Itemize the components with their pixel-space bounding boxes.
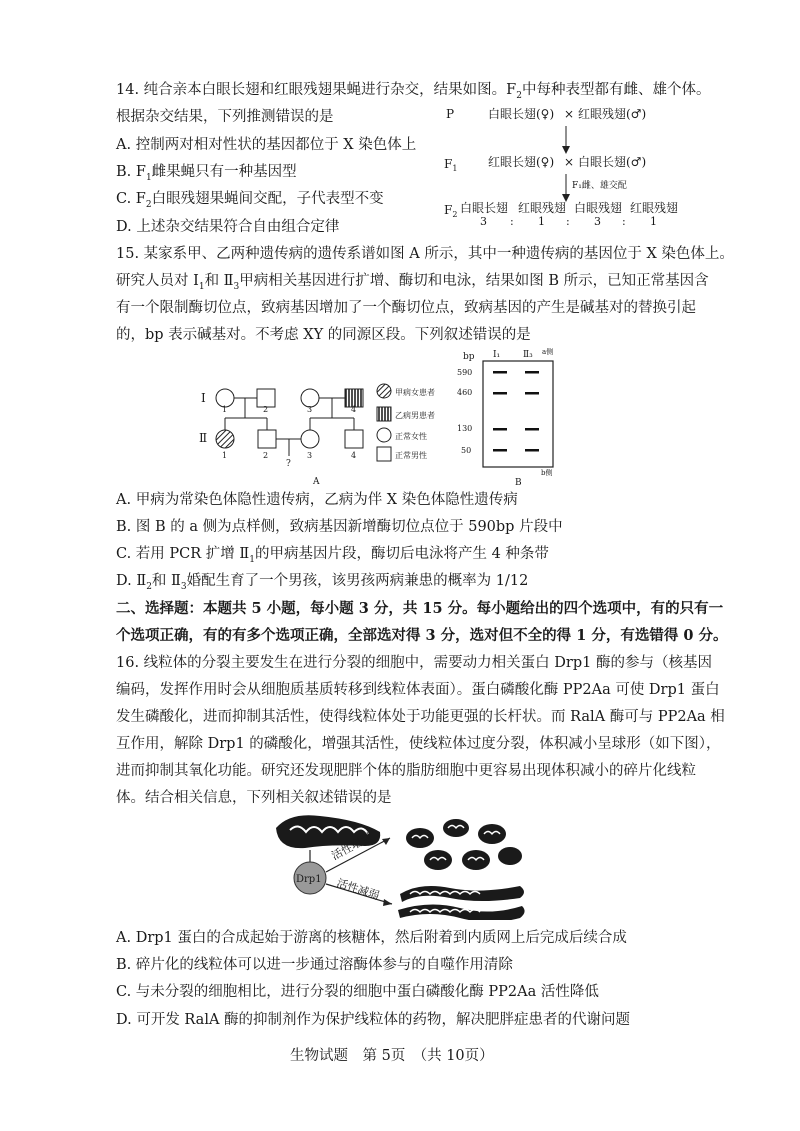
pedigree-I2-num: 2 [263,405,269,414]
section2-header-line2: 个选项正确，有的有多个选项正确，全部选对得 3 分，选对但不全的得 1 分，有选错得 0 分。 [116,627,728,644]
cross-f2-ratio-1: 3 [480,215,487,228]
section2-header-line1: 二、选择题：本题共 5 小题，每小题 3 分，共 15 分。每小题给出的四个选项中，有的只有一 [116,600,724,617]
legend-yi-male: 乙病男患者 [395,411,435,420]
legend-normal-female-symbol [377,428,391,442]
cross-f2-ratio-2: 1 [538,215,545,228]
pedigree-caption: A [313,477,320,487]
q14-stem-line2: 根据杂交结果，下列推测错误的是 [116,109,334,125]
q16-option-c: C. 与未分裂的细胞相比，进行分裂的细胞中蛋白磷酸化酶 PP2Aa 活性降低 [116,984,599,1000]
gel-b-side: b侧 [541,469,553,477]
pedigree-II3-normal-female [301,430,319,448]
gel-a-side: a侧 [542,348,554,356]
pedigree-I3-num: 3 [307,405,313,414]
cross-f2-phenotype-3: 白眼残翅 [574,201,623,215]
pedigree-II4-num: 4 [351,451,357,460]
q14-cross-diagram [440,100,690,228]
gel-marker-590: 590 [457,368,473,377]
elongated-mitochondria [398,886,525,920]
cross-p-female: 白眼长翅(♀) [488,107,555,121]
gel-marker-130: 130 [457,424,473,433]
q15-option-d: D. $Ⅱ_2$和 $Ⅱ_3$婚配生育了一个男孩，该男孩两病兼患的概率为 1/12 [116,573,529,592]
label-activity-down: 活性减弱 [335,876,381,903]
pedigree-II4-normal-male [345,430,363,448]
q14-option-a: A. 控制两对相对性状的基因都位于 X 染色体上 [116,137,417,153]
q14-option-b: B. $F_1$雌果蝇只有一种基因型 [116,164,297,183]
cross-f1-label: $F_1$ [444,157,458,173]
legend-jia-female: 甲病女患者 [395,388,435,397]
q15-option-b: B. 图 B 的 a 侧为点样侧，致病基因新增酶切位点位于 590bp 片段中 [116,519,563,535]
cross-p-label: P [446,107,455,121]
cross-p-male: 红眼残翅(♂) [578,107,647,121]
gel-band-lane2-130 [525,428,539,431]
pedigree-I1-num: 1 [222,405,228,414]
cross-ratio-colon-3: : [622,215,626,228]
cross-f1-female: 红眼长翅(♀) [488,155,555,169]
q14-stem-line1: 14. 纯合亲本白眼长翅和红眼残翅果蝇进行杂交，结果如图。$F_2$中每种表型都有雌、雄个体。 [116,82,711,101]
cross-f2-phenotype-2: 红眼残翅 [518,201,567,215]
q15-stem-line3: 有一个限制酶切位点，致病基因增加了一个酶切位点，致病基因的产生是碱基对的替换引起 [116,300,696,316]
q16-stem-line1: 16. 线粒体的分裂主要发生在进行分裂的细胞中，需要动力相关蛋白 Drp1 酶的参与（核基因 [116,655,712,671]
legend-normal-male-symbol [377,447,391,461]
cross-f1-male: 白眼长翅(♂) [578,155,647,169]
gel-band-lane1-460 [493,392,507,395]
pedigree-II2-normal-male [258,430,276,448]
legend-jia-female-symbol [377,384,391,398]
cross-f2-phenotype-4: 红眼残翅 [630,201,679,215]
gel-bp-label: bp [463,352,475,362]
gel-band-lane1-50 [493,449,507,452]
legend-normal-male: 正常男性 [395,451,427,460]
gel-band-lane2-590 [525,371,539,374]
q16-stem-line6: 体。结合相关信息，下列相关叙述错误的是 [116,790,392,806]
q15-stem-line2: 研究人员对 $Ⅰ_1$和 $Ⅱ_3$甲病相关基因进行扩增、酶切和电泳，结果如图 B 所示，已知正常基因含 [116,273,709,292]
q16-option-b: B. 碎片化的线粒体可以进一步通过溶酶体参与的自噬作用清除 [116,957,513,973]
q15-stem-line4: 的，bp 表示碱基对。不考虑 XY 的同源区段。下列叙述错误的是 [116,327,531,343]
pedigree-gen-1: Ⅰ [201,391,206,405]
cross-f1-times: × [564,155,575,169]
pedigree-II3-num: 3 [307,451,313,460]
q16-option-d: D. 可开发 RalA 酶的抑制剂作为保护线粒体的药物，解决肥胖症患者的代谢问题 [116,1012,631,1028]
legend-yi-male-symbol [377,407,391,421]
q15-option-a: A. 甲病为常染色体隐性遗传病，乙病为伴 X 染色体隐性遗传病 [116,492,518,508]
q14-option-d: D. 上述杂交结果符合自由组合定律 [116,219,340,235]
gel-lane2-label: Ⅱ₃ [523,350,533,360]
q16-mitochondria-figure [270,810,530,920]
pedigree-II1-jia-affected-female [216,430,234,448]
q16-stem-line4: 互作用，解除 Drp1 的磷酸化，增强其活性，使线粒体过度分裂，体积减小呈球形（如下图）， [116,736,721,752]
pedigree-I4-num: 4 [351,405,357,414]
gel-marker-460: 460 [457,388,473,397]
cross-ratio-colon-1: : [510,215,514,228]
q15-gel-figure-b [455,345,565,485]
page-footer: 生物试题 第 5页 （共 10页） [290,1048,494,1064]
fragmented-mitochondria [406,819,522,870]
cross-arrowhead-1 [562,146,570,154]
cross-p-times: × [564,107,575,121]
pedigree-unknown-child: ? [286,459,291,469]
cross-ratio-colon-2: : [566,215,570,228]
pedigree-gen-2: Ⅱ [199,431,208,445]
drp1-label: Drp1 [296,874,322,885]
q15-stem-line1: 15. 某家系甲、乙两种遗传病的遗传系谱如图 A 所示，其中一种遗传病的基因位于 X 染色体上。 [116,246,734,262]
q15-option-c: C. 若用 PCR 扩增 $Ⅱ_1$的甲病基因片段，酶切后电泳将产生 4 种条带 [116,546,549,565]
gel-band-lane2-50 [525,449,539,452]
gel-marker-50: 50 [461,446,472,455]
pedigree-II1-num: 1 [222,451,228,460]
gel-band-lane1-590 [493,371,507,374]
gel-lane1-label: Ⅰ₁ [493,350,501,360]
cross-f2-phenotype-1: 白眼长翅 [460,201,509,215]
gel-band-lane1-130 [493,428,507,431]
label-activity-up: 活性增强 [329,830,375,863]
cross-f2-label: $F_2$ [444,203,458,219]
q15-pedigree-figure-a [195,368,473,488]
cross-f2-ratio-4: 1 [650,215,657,228]
q16-option-a: A. Drp1 蛋白的合成起始于游离的核糖体，然后附着到内质网上后完成后续合成 [116,930,627,946]
q16-stem-line3: 发生磷酸化，进而抑制其活性，使得线粒体处于功能更强的长杆状。而 RalA 酶可与 PP2Aa 相 [116,709,725,725]
legend-normal-female: 正常女性 [395,432,427,441]
q14-option-c: C. $F_2$白眼残翅果蝇间交配，子代表型不变 [116,191,384,210]
cross-f2-ratio-3: 3 [594,215,601,228]
cross-f1-mating: F₁雌、雄交配 [572,181,627,191]
gel-band-lane2-460 [525,392,539,395]
q16-stem-line2: 编码，发挥作用时会从细胞质基质转移到线粒体表面）。蛋白磷酸化酶 PP2Aa 可使 Drp1 蛋白 [116,682,720,698]
q16-stem-line5: 进而抑制其氧化功能。研究还发现肥胖个体的脂肪细胞中更容易出现体积减小的碎片化线粒 [116,763,696,779]
pedigree-II2-num: 2 [263,451,269,460]
gel-caption: B [515,478,522,485]
